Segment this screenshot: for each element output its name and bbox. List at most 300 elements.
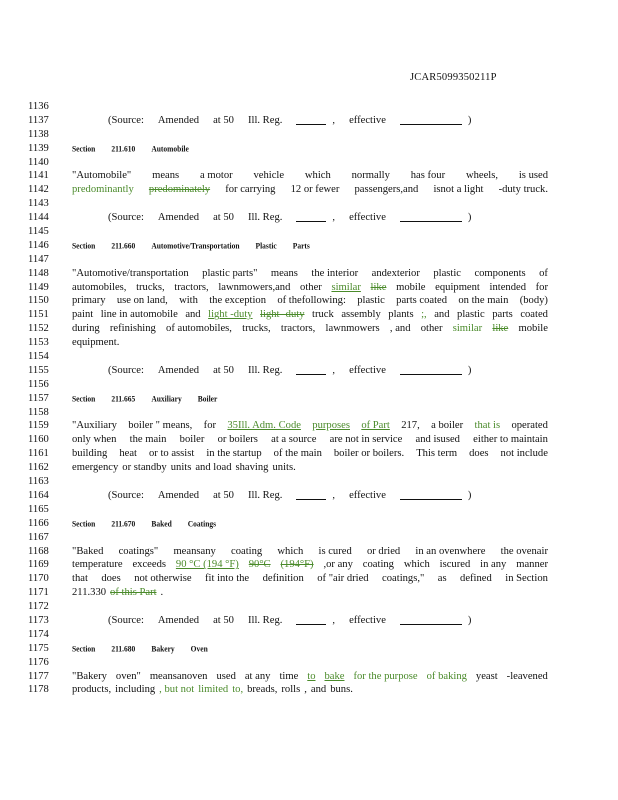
section-heading-part: Section: [72, 642, 96, 654]
source-at: at 50: [213, 489, 234, 501]
section-heading-part: Bakery: [151, 642, 175, 654]
inserted-text: similar: [331, 281, 361, 293]
document-line: [28, 169, 548, 183]
line-text: [72, 572, 548, 586]
line-number: 1136: [28, 101, 49, 112]
source-open: (Source:: [108, 489, 144, 501]
text-segment: emergency: [72, 462, 119, 474]
text-segment: and isused: [415, 434, 460, 446]
source-comma: ,: [332, 114, 336, 126]
text-segment: tractors,: [174, 281, 209, 293]
line-number: 1161: [28, 448, 49, 460]
document-line: [28, 281, 548, 295]
text-segment: trucks,: [136, 281, 165, 293]
line-number: 1141: [28, 170, 49, 182]
document-line: [28, 308, 548, 322]
source-comma: ,: [332, 212, 336, 224]
text-segment: ,: [304, 684, 307, 696]
source-amended: Amended: [157, 614, 200, 626]
text-segment: or standby: [122, 462, 167, 474]
deleted-text: like: [370, 281, 387, 293]
text-segment: buns.: [330, 684, 353, 696]
text-segment: does: [101, 573, 121, 585]
document-line: [28, 350, 548, 364]
document-line: [28, 600, 548, 614]
section-heading-part: Section: [72, 142, 96, 154]
text-segment: passengers,and: [354, 184, 419, 196]
source-reg: Ill. Reg.: [247, 364, 283, 376]
text-segment: for: [535, 281, 548, 293]
line-text: [72, 475, 548, 489]
line-number: 1144: [28, 212, 49, 224]
text-segment: boiler or boilers.: [333, 448, 405, 460]
text-segment: line in automobile: [100, 309, 178, 321]
inserted-text: 90 °C (194 °F): [175, 559, 239, 571]
text-segment: meansany: [173, 545, 216, 557]
source-close: ): [467, 364, 472, 376]
source-at: at 50: [213, 212, 234, 224]
document-line: [28, 670, 548, 684]
source-blank: [400, 489, 462, 500]
text-segment: (body): [519, 295, 548, 307]
source-blank: [400, 211, 462, 222]
line-number: 1176: [28, 656, 49, 668]
text-segment: trucks,: [242, 323, 271, 335]
text-segment: primary: [72, 295, 106, 307]
source-reg: Ill. Reg.: [247, 114, 283, 126]
inserted-text: ;,: [421, 309, 427, 321]
text-segment: heat: [119, 448, 137, 460]
text-segment: meansanoven: [149, 670, 208, 682]
text-segment: or dried: [366, 545, 401, 557]
line-number: 1172: [28, 601, 49, 613]
source-blank: [296, 211, 326, 222]
deleted-text: light -duty: [260, 309, 305, 321]
source-effective: effective: [349, 114, 386, 126]
text-segment: the main: [129, 434, 167, 446]
text-segment: the exception: [209, 295, 267, 307]
text-segment: which: [403, 559, 430, 571]
text-segment: units.: [272, 462, 296, 474]
document-line: [28, 364, 548, 378]
source-note: [72, 114, 548, 128]
source-blank: [296, 114, 326, 125]
source-close: ): [467, 489, 472, 501]
document-line: [28, 197, 548, 211]
text-segment: means: [270, 267, 298, 279]
text-segment: with: [179, 295, 198, 307]
document-line: [28, 156, 548, 170]
text-segment: wheels,: [465, 170, 499, 182]
text-segment: other: [420, 323, 443, 335]
text-segment: isnot a light: [433, 184, 484, 196]
deleted-text: predominately: [148, 184, 211, 196]
line-text: [72, 281, 548, 295]
text-segment: has four: [410, 170, 446, 182]
document-line: [28, 114, 548, 128]
inserted-text: to: [307, 670, 316, 682]
text-segment: mobile: [396, 281, 426, 293]
document-line: [28, 656, 548, 670]
line-number: 1168: [28, 545, 49, 557]
document-line: [28, 461, 548, 475]
text-segment: coating: [362, 559, 394, 571]
section-heading: [72, 238, 548, 254]
line-number: 1158: [28, 406, 49, 418]
line-number: 1164: [28, 489, 49, 501]
section-heading: [72, 641, 548, 657]
document-line: [28, 142, 548, 156]
text-segment: of: [539, 267, 548, 279]
source-blank: [296, 489, 326, 500]
text-segment: of "air dried: [317, 573, 369, 585]
source-reg: Ill. Reg.: [247, 614, 283, 626]
text-segment: iscured: [439, 559, 471, 571]
document-line: [28, 586, 548, 600]
text-segment: coated: [520, 309, 548, 321]
document-line: [28, 545, 548, 559]
text-segment: 12 or fewer: [290, 184, 340, 196]
text-segment: "Automobile": [72, 170, 132, 182]
text-segment: means: [152, 170, 180, 182]
line-text: [72, 169, 548, 183]
text-segment: "Baked: [72, 545, 104, 557]
section-heading-part: 211.665: [111, 392, 136, 404]
text-segment: equipment: [435, 281, 480, 293]
text-segment: refinishing: [109, 323, 156, 335]
line-text: [72, 586, 548, 600]
source-amended: Amended: [157, 114, 200, 126]
document-line: [28, 336, 548, 350]
text-segment: "Automotive/transportation: [72, 267, 189, 279]
text-segment: parts coated: [396, 295, 448, 307]
source-comma: ,: [332, 364, 336, 376]
line-text: [72, 461, 548, 475]
line-text: [72, 433, 548, 447]
text-segment: or boilers: [217, 434, 258, 446]
source-open: (Source:: [108, 614, 144, 626]
section-heading-part: 211.660: [111, 240, 136, 251]
source-reg: Ill. Reg.: [247, 489, 283, 501]
section-heading-part: 211.680: [111, 642, 136, 654]
line-text: [72, 336, 548, 350]
text-segment: and: [185, 309, 201, 321]
section-heading: [72, 391, 548, 407]
line-text: [72, 253, 548, 267]
text-segment: during: [72, 323, 100, 335]
source-blank: [296, 614, 326, 625]
line-number: 1146: [28, 239, 49, 251]
section-heading-part: Automobile: [151, 142, 189, 154]
line-text: [72, 350, 548, 364]
source-note: [72, 614, 548, 628]
text-segment: is used: [518, 170, 548, 182]
source-at: at 50: [213, 614, 234, 626]
text-segment: time: [279, 670, 299, 682]
document-code: JCAR5099350211P: [410, 72, 497, 83]
deleted-text: like: [492, 323, 509, 335]
text-segment: of the main: [273, 448, 322, 460]
deleted-text: of this Part: [110, 587, 157, 599]
text-segment: not include: [500, 448, 548, 460]
line-number: 1170: [28, 573, 49, 585]
line-number: 1148: [28, 267, 49, 279]
source-blank: [400, 614, 462, 625]
text-segment: either to maintain: [473, 434, 548, 446]
source-effective: effective: [349, 614, 386, 626]
line-number: 1157: [28, 392, 49, 404]
text-segment: that: [72, 573, 88, 585]
line-text: [72, 128, 548, 142]
source-comma: ,: [332, 489, 336, 501]
section-heading: [72, 141, 548, 157]
text-segment: and load: [195, 462, 232, 474]
line-number: 1147: [28, 253, 49, 265]
text-segment: for: [203, 420, 217, 432]
source-note: [72, 489, 548, 503]
line-text: [72, 447, 548, 461]
text-segment: equipment.: [72, 337, 120, 349]
document-line: [28, 392, 548, 406]
line-number: 1173: [28, 614, 49, 626]
line-text: [72, 628, 548, 642]
line-number: 1145: [28, 226, 49, 238]
text-segment: a motor: [200, 170, 233, 182]
section-heading-part: 211.670: [111, 517, 136, 529]
line-number: 1143: [28, 198, 49, 210]
text-segment: 211.330: [72, 587, 107, 599]
inserted-text: purposes: [312, 420, 350, 432]
line-number: 1149: [28, 281, 49, 293]
line-number: 1138: [28, 128, 49, 140]
source-amended: Amended: [157, 489, 200, 501]
document-line: [28, 128, 548, 142]
line-number: 1167: [28, 531, 49, 543]
line-text: [72, 419, 548, 433]
line-number: 1151: [28, 309, 49, 321]
line-text: [72, 545, 548, 559]
text-segment: plastic: [433, 267, 461, 279]
document-line: [28, 558, 548, 572]
text-segment: definition: [262, 573, 304, 585]
text-segment: for carrying: [225, 184, 276, 196]
line-number: 1178: [28, 684, 49, 696]
inserted-text: light -duty: [208, 309, 253, 321]
line-number: 1142: [28, 184, 49, 196]
source-reg: Ill. Reg.: [247, 212, 283, 224]
source-open: (Source:: [108, 212, 144, 224]
line-text: [72, 156, 548, 170]
document-line: [28, 183, 548, 197]
line-text: [72, 503, 548, 517]
document-line: [28, 267, 548, 281]
line-text: [72, 267, 548, 281]
text-segment: boiler " means,: [128, 420, 193, 432]
document-line: [28, 531, 548, 545]
document-line: [28, 239, 548, 253]
text-segment: shaving: [235, 462, 269, 474]
document-line: [28, 433, 548, 447]
text-segment: in the startup: [206, 448, 262, 460]
document-line: [28, 447, 548, 461]
section-heading-part: Automotive/Transportation: [151, 240, 240, 251]
text-segment: a boiler: [431, 420, 464, 432]
text-segment: truck: [312, 309, 334, 321]
source-at: at 50: [213, 114, 234, 126]
document-line: [28, 322, 548, 336]
source-close: ): [467, 212, 472, 224]
line-text: [72, 600, 548, 614]
line-number: 1137: [28, 114, 49, 126]
section-heading-part: Coatings: [187, 517, 217, 529]
text-segment: in an ovenwhere: [415, 545, 486, 557]
text-segment: paint: [72, 309, 94, 321]
text-segment: building: [72, 448, 108, 460]
line-number: 1175: [28, 642, 49, 654]
source-comma: ,: [332, 614, 336, 626]
section-heading-part: Baked: [151, 517, 172, 529]
text-segment: plastic parts": [202, 267, 258, 279]
text-segment: boiler: [179, 434, 205, 446]
section-heading-part: Boiler: [197, 392, 218, 404]
line-text: [72, 406, 548, 420]
document-line: [28, 628, 548, 642]
text-segment: intended: [489, 281, 526, 293]
line-text: [72, 670, 548, 684]
inserted-text: of Part: [361, 420, 390, 432]
line-text: [72, 197, 548, 211]
document-line: [28, 406, 548, 420]
text-segment: use on land,: [116, 295, 168, 307]
inserted-text: predominantly: [72, 184, 134, 196]
document-body: [28, 100, 548, 697]
text-segment: exceeds: [132, 559, 167, 571]
document-line: [28, 419, 548, 433]
section-heading-part: 211.610: [111, 142, 136, 154]
text-segment: normally: [351, 170, 390, 182]
line-number: 1165: [28, 503, 49, 515]
source-blank: [400, 364, 462, 375]
text-segment: products,: [72, 684, 112, 696]
text-segment: vehicle: [253, 170, 285, 182]
text-segment: only when: [72, 434, 117, 446]
text-segment: which: [304, 170, 331, 182]
document-line: [28, 211, 548, 225]
text-segment: defined: [460, 573, 492, 585]
source-note: [72, 364, 548, 378]
section-heading-part: Section: [72, 240, 96, 251]
source-at: at 50: [213, 364, 234, 376]
text-segment: or to assist: [148, 448, 195, 460]
text-segment: coatings,": [382, 573, 425, 585]
text-segment: .: [160, 587, 164, 599]
source-note: [72, 211, 548, 225]
text-segment: including: [115, 684, 156, 696]
text-segment: which: [277, 545, 304, 557]
line-number: 1156: [28, 378, 49, 390]
text-segment: used: [216, 670, 236, 682]
line-number: 1174: [28, 628, 49, 640]
document-line: [28, 517, 548, 531]
document-line: [28, 572, 548, 586]
text-segment: ,or any: [323, 559, 353, 571]
text-segment: 217,: [401, 420, 420, 432]
text-segment: oven": [115, 670, 141, 682]
text-segment: andexterior: [371, 267, 420, 279]
text-segment: "Auxiliary: [72, 420, 117, 432]
text-segment: -duty truck.: [498, 184, 548, 196]
line-number: 1154: [28, 351, 49, 363]
text-segment: in Section: [505, 573, 548, 585]
text-segment: in any: [480, 559, 507, 571]
section-heading-part: Plastic: [255, 240, 277, 251]
section-heading-part: Oven: [190, 642, 208, 654]
inserted-text: , but not: [159, 684, 195, 696]
text-segment: is cured: [318, 545, 352, 557]
text-segment: of automobiles,: [166, 323, 232, 335]
text-segment: operated: [511, 420, 548, 432]
line-text: [72, 100, 548, 114]
text-segment: rolls: [281, 684, 301, 696]
text-segment: components: [474, 267, 526, 279]
text-segment: units: [170, 462, 192, 474]
source-close: ): [467, 614, 472, 626]
text-segment: and: [434, 309, 450, 321]
text-segment: fit into the: [205, 573, 250, 585]
document-line: [28, 683, 548, 697]
document-line: [28, 225, 548, 239]
text-segment: plastic: [357, 295, 385, 307]
text-segment: lawnmowers,and: [218, 281, 291, 293]
source-open: (Source:: [108, 364, 144, 376]
inserted-text: to,: [232, 684, 244, 696]
text-segment: This term: [416, 448, 458, 460]
line-number: 1159: [28, 420, 49, 432]
line-number: 1162: [28, 462, 49, 474]
line-text: [72, 683, 548, 697]
text-segment: not otherwise: [134, 573, 192, 585]
line-text: [72, 531, 548, 545]
line-number: 1171: [28, 587, 49, 599]
document-line: [28, 294, 548, 308]
source-blank: [296, 364, 326, 375]
inserted-text: for the purpose: [353, 670, 418, 682]
text-segment: parts: [492, 309, 513, 321]
inserted-text: that is: [474, 420, 501, 432]
text-segment: at a source: [271, 434, 317, 446]
line-number: 1152: [28, 323, 49, 335]
text-segment: automobiles,: [72, 281, 127, 293]
document-line: [28, 642, 548, 656]
text-segment: -leavened: [506, 670, 548, 682]
line-number: 1177: [28, 670, 49, 682]
section-heading-part: Section: [72, 392, 96, 404]
section-heading: [72, 516, 548, 532]
text-segment: lawnmowers: [325, 323, 380, 335]
inserted-text: limited: [198, 684, 229, 696]
section-heading-part: Auxiliary: [151, 392, 182, 404]
line-text: [72, 378, 548, 392]
document-line: [28, 253, 548, 267]
text-segment: mobile: [518, 323, 548, 335]
text-segment: , and: [389, 323, 411, 335]
source-effective: effective: [349, 489, 386, 501]
text-segment: the ovenair: [500, 545, 548, 557]
text-segment: the interior: [311, 267, 359, 279]
text-segment: plastic: [457, 309, 485, 321]
text-segment: are not in service: [329, 434, 403, 446]
text-segment: of thefollowing:: [277, 295, 346, 307]
